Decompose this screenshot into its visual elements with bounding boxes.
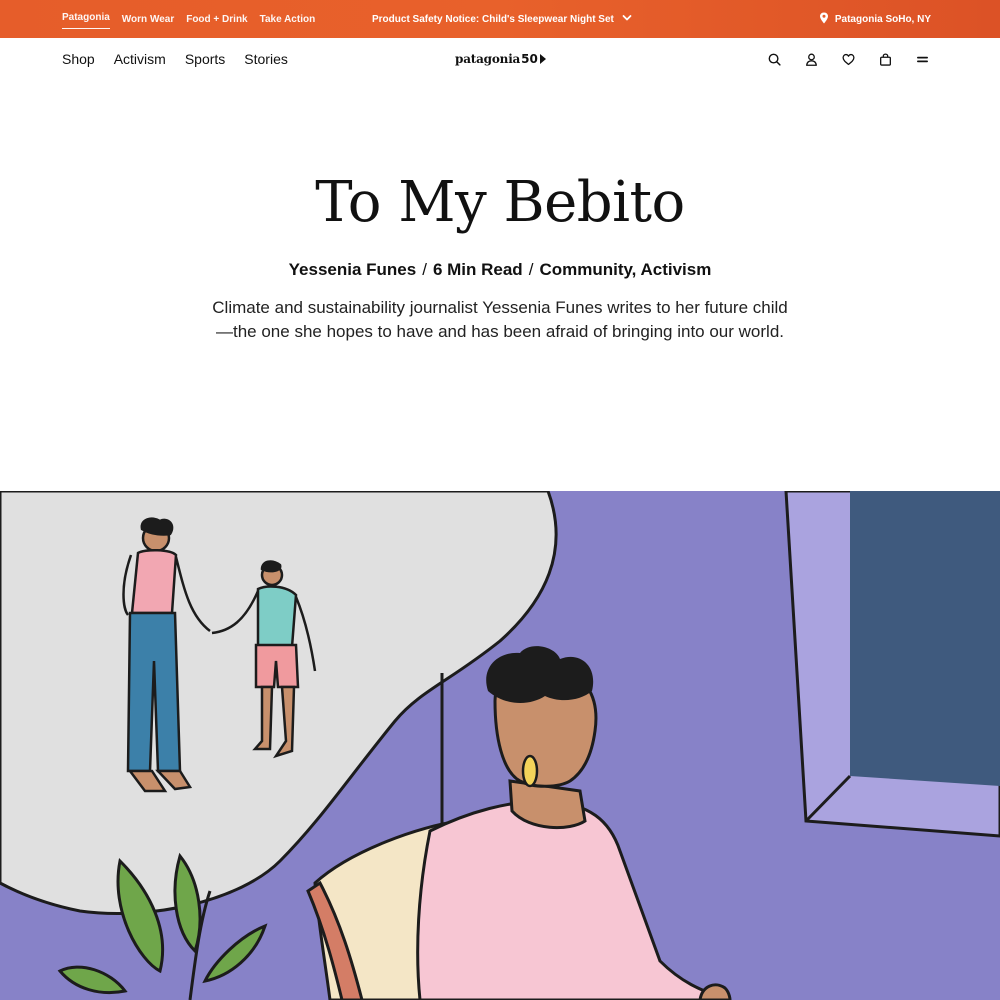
account-icon[interactable] bbox=[803, 51, 820, 68]
chevron-down-icon bbox=[622, 13, 632, 26]
promo-banner[interactable] bbox=[372, 0, 632, 38]
promo-text: Product Safety Notice: Child's Sleepwear Night Set bbox=[372, 13, 614, 25]
brand-link-take-action[interactable]: Take Action bbox=[259, 13, 316, 25]
logo-wordmark: patagonia bbox=[455, 52, 521, 66]
search-icon[interactable] bbox=[766, 51, 783, 68]
read-time: 6 Min Read bbox=[432, 260, 523, 279]
store-locator[interactable] bbox=[819, 0, 931, 38]
brand-links bbox=[62, 0, 315, 38]
hero-illustration bbox=[0, 491, 1000, 1000]
article-title: To My Bebito bbox=[315, 170, 685, 235]
nav-link-sports[interactable]: Sports bbox=[184, 51, 226, 67]
article-dek: Climate and sustainability journalist Yessenia Funes writes to her future child—the one she hopes to have and has been afraid of bringing into our world. bbox=[212, 298, 788, 341]
top-utility-bar bbox=[0, 0, 1000, 38]
article-byline bbox=[0, 260, 1000, 280]
map-pin-icon bbox=[819, 12, 829, 27]
byline-separator: / bbox=[528, 260, 534, 279]
brand-link-worn-wear[interactable]: Worn Wear bbox=[121, 13, 175, 25]
menu-icon[interactable] bbox=[914, 51, 931, 68]
bag-icon[interactable] bbox=[877, 51, 894, 68]
nav-link-shop[interactable]: Shop bbox=[62, 51, 95, 67]
author-link[interactable]: Yessenia Funes bbox=[288, 260, 417, 279]
byline-separator: / bbox=[422, 260, 427, 279]
main-navigation bbox=[0, 38, 1000, 80]
category-links[interactable]: Community, Activism bbox=[539, 260, 712, 279]
logo-play-triangle bbox=[540, 54, 546, 64]
nav-link-stories[interactable]: Stories bbox=[244, 51, 288, 67]
patagonia-logo[interactable] bbox=[455, 50, 546, 68]
heart-icon[interactable] bbox=[840, 51, 857, 68]
primary-nav-links bbox=[62, 38, 288, 80]
store-label: Patagonia SoHo, NY bbox=[834, 13, 931, 25]
nav-icon-group bbox=[766, 38, 931, 80]
brand-link-food-drink[interactable]: Food + Drink bbox=[186, 13, 248, 25]
brand-link-patagonia[interactable]: Patagonia bbox=[62, 0, 110, 38]
logo-anniversary-badge: 50 bbox=[521, 52, 538, 66]
nav-link-activism[interactable]: Activism bbox=[113, 51, 166, 67]
woman-imagining-child-illustration bbox=[0, 491, 1000, 1000]
